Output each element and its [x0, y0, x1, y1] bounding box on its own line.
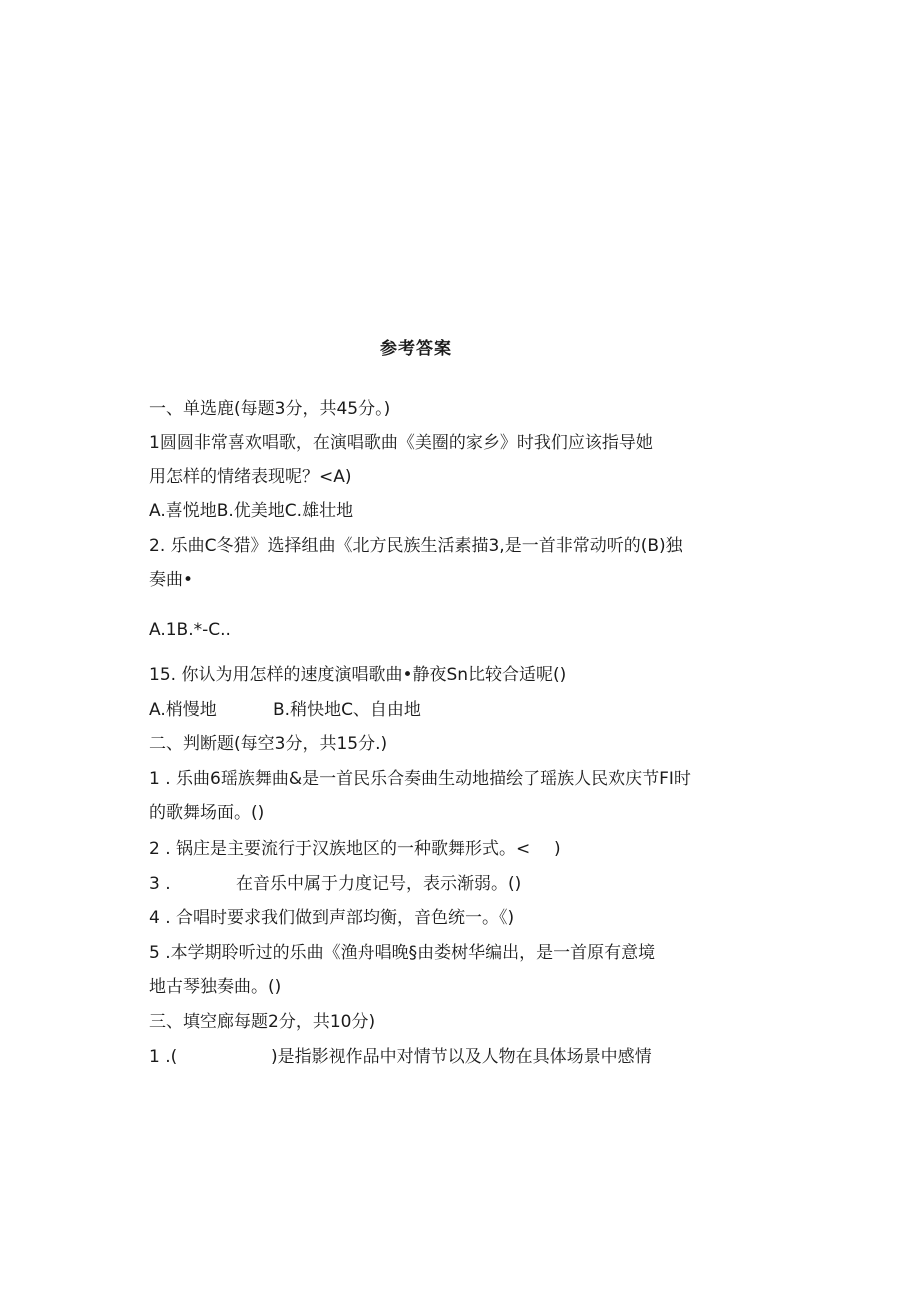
- question-1-line-1: 1圆圆非常喜欢唱歌，在演唱歌曲《美圈的家乡》时我们应该指导她: [149, 433, 653, 453]
- judge-2-close-paren: ): [554, 839, 561, 859]
- question-15-option-a: A.梢慢地: [149, 700, 217, 720]
- question-1-options: A.喜悦地B.优美地C.雄壮地: [149, 501, 354, 521]
- question-2-line-2: 奏曲•: [149, 570, 194, 590]
- section-3-heading: 三、填空廊每题2分，共10分): [149, 1012, 376, 1032]
- judge-3-text: 在音乐中属于力度记号，表示渐弱。(): [236, 874, 522, 894]
- judge-2-line: 2 . 锅庄是主要流行于汉族地区的一种歌舞形式。<: [149, 839, 531, 859]
- judge-5-line-2: 地古琴独奏曲。(): [149, 977, 282, 997]
- judge-5-line-1: 5 .本学期聆听过的乐曲《渔舟唱晚§由娄树华编出，是一首原有意境: [149, 943, 656, 963]
- judge-1-line-1: 1 . 乐曲6瑶族舞曲&是一首民乐合奏曲生动地描绘了瑶族人民欢庆节FI时: [149, 769, 691, 789]
- page-title: 参考答案: [380, 339, 452, 359]
- fill-1-number: 1 .(: [149, 1047, 178, 1067]
- fill-1-text: )是指影视作品中对情节以及人物在具体场景中感情: [271, 1047, 652, 1067]
- judge-4-line: 4 . 合唱时要求我们做到声部均衡，音色统一。《): [149, 908, 515, 928]
- judge-1-line-2: 的歌舞场面。(): [149, 803, 265, 823]
- section-1-heading: 一、单选鹿(每题3分，共45分。): [149, 399, 391, 419]
- question-15-line: 15. 你认为用怎样的速度演唱歌曲•静夜Sn比较合适呢(): [149, 665, 567, 685]
- question-1-line-2: 用怎样的情绪表现呢？<A): [149, 467, 352, 487]
- section-2-heading: 二、判断题(每空3分，共15分.): [149, 734, 388, 754]
- question-15-option-bc: B.稍快地C、自由地: [273, 700, 421, 720]
- question-2-line-1: 2. 乐曲C冬猎》选择组曲《北方民族生活素描3,是一首非常动听的(B)独: [149, 536, 683, 556]
- question-2-options: A.1B.*-C..: [149, 620, 231, 640]
- judge-3-number: 3 .: [149, 874, 171, 894]
